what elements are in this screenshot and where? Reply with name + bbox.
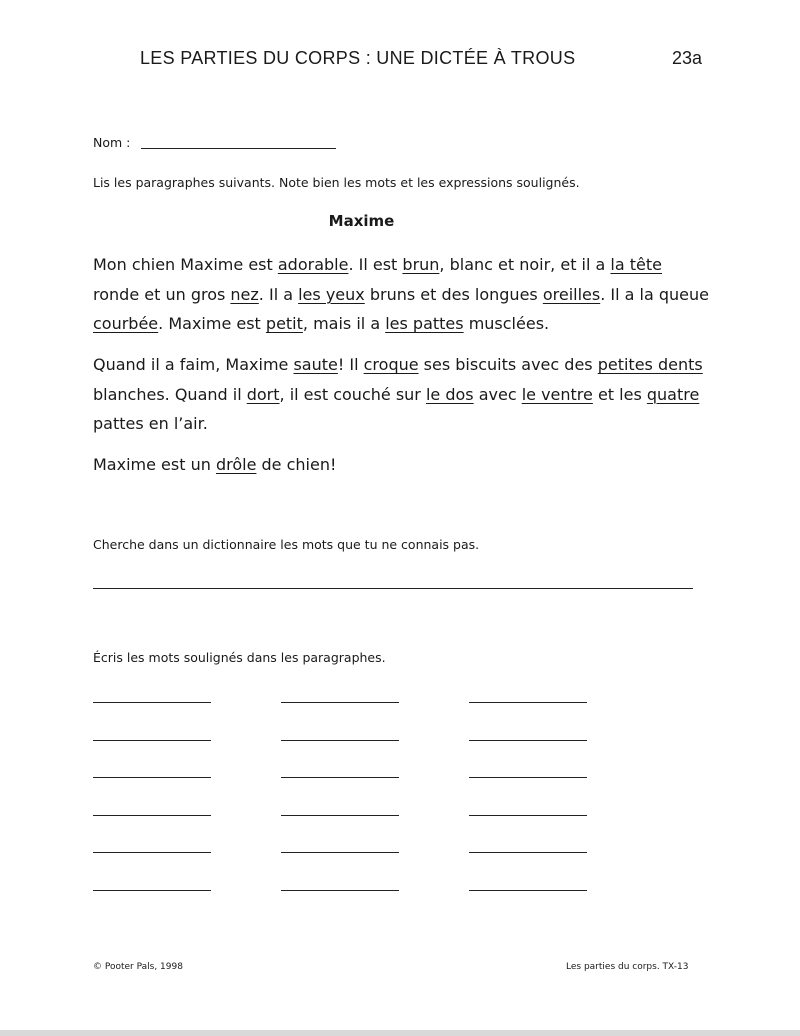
text-segment: et les — [592, 384, 647, 404]
text-segment: , mais il a — [302, 314, 386, 333]
answer-blank-line[interactable] — [93, 890, 211, 891]
underlined-word: les yeux — [298, 284, 365, 304]
answer-blank-line[interactable] — [281, 777, 399, 778]
underlined-word: les pattes — [385, 314, 464, 333]
text-segment: . Il est — [348, 255, 403, 274]
underlined-word: le ventre — [521, 384, 593, 404]
answer-blank-line[interactable] — [469, 740, 587, 741]
underlined-word: courbée — [93, 314, 159, 333]
text-segment: Maxime est un — [93, 455, 216, 474]
text-segment: ! Il — [337, 355, 364, 374]
answer-blank-line[interactable] — [281, 702, 399, 703]
paragraph-1 — [93, 250, 713, 339]
page-number: 23a — [672, 48, 703, 68]
answer-blank-line[interactable] — [93, 852, 211, 853]
underlined-word: dort — [246, 384, 280, 404]
underlined-word: la tête — [610, 255, 662, 274]
page-bottom-edge — [0, 1030, 800, 1036]
answer-blank-line[interactable] — [469, 852, 587, 853]
answer-blank-line[interactable] — [469, 815, 587, 816]
underlined-word: brun — [402, 255, 440, 274]
answer-blank-line[interactable] — [93, 702, 211, 703]
answer-blank-line[interactable] — [281, 852, 399, 853]
instruction-dictionary: Cherche dans un dictionnaire les mots que tu ne connais pas. — [93, 537, 480, 552]
answer-blank-line[interactable] — [93, 777, 211, 778]
text-segment: blanches. Quand il — [93, 384, 247, 404]
name-blank-line[interactable] — [141, 148, 336, 149]
text-segment: Mon chien Maxime est — [93, 255, 278, 274]
answer-blank-line[interactable] — [281, 890, 399, 891]
underlined-word: adorable — [277, 255, 349, 274]
answer-blank-line[interactable] — [281, 740, 399, 741]
underlined-word: petit — [265, 314, 303, 333]
underlined-word: saute — [293, 355, 338, 374]
text-segment: musclées. — [463, 314, 550, 333]
text-segment: pattes en l’air. — [93, 414, 208, 433]
text-segment: bruns et des longues — [364, 284, 543, 304]
footer-reference: Les parties du corps. TX-13 — [566, 962, 689, 972]
text-segment: . Il a — [258, 284, 299, 304]
text-segment: , il est couché sur — [279, 384, 426, 404]
underlined-word: nez — [230, 284, 259, 304]
underlined-word: drôle — [215, 455, 257, 474]
paragraph-2 — [93, 350, 713, 439]
text-segment: ronde et un gros — [93, 284, 231, 304]
text-segment: Quand il a faim, Maxime — [93, 355, 294, 374]
dictionary-answer-line[interactable] — [93, 588, 693, 589]
underlined-word: oreilles — [542, 284, 601, 304]
text-segment: avec — [473, 384, 522, 404]
answer-blank-line[interactable] — [281, 815, 399, 816]
underlined-word: le dos — [425, 384, 474, 404]
answer-blank-line[interactable] — [469, 777, 587, 778]
answer-blank-line[interactable] — [469, 890, 587, 891]
instruction-write-words: Écris les mots soulignés dans les paragraphes. — [93, 650, 386, 665]
instruction-read: Lis les paragraphes suivants. Note bien les mots et les expressions soulignés. — [93, 175, 580, 190]
answer-blank-line[interactable] — [93, 815, 211, 816]
paragraph-3 — [93, 450, 713, 480]
answer-blank-line[interactable] — [469, 702, 587, 703]
underlined-word: quatre — [646, 384, 700, 404]
story-title: Maxime — [328, 212, 395, 230]
text-segment: . Il a la queue — [600, 284, 709, 304]
worksheet-title: LES PARTIES DU CORPS : UNE DICTÉE À TROUS — [140, 48, 576, 68]
text-segment: ses biscuits avec des — [418, 355, 598, 374]
underlined-word: petites dents — [597, 355, 703, 374]
answer-blank-line[interactable] — [93, 740, 211, 741]
underlined-word: croque — [363, 355, 419, 374]
text-segment: de chien! — [256, 455, 337, 474]
name-label: Nom : — [93, 135, 131, 150]
text-segment: , blanc et noir, et il a — [439, 255, 611, 274]
text-segment: . Maxime est — [158, 314, 266, 333]
footer-copyright: © Pooter Pals, 1998 — [93, 962, 183, 972]
